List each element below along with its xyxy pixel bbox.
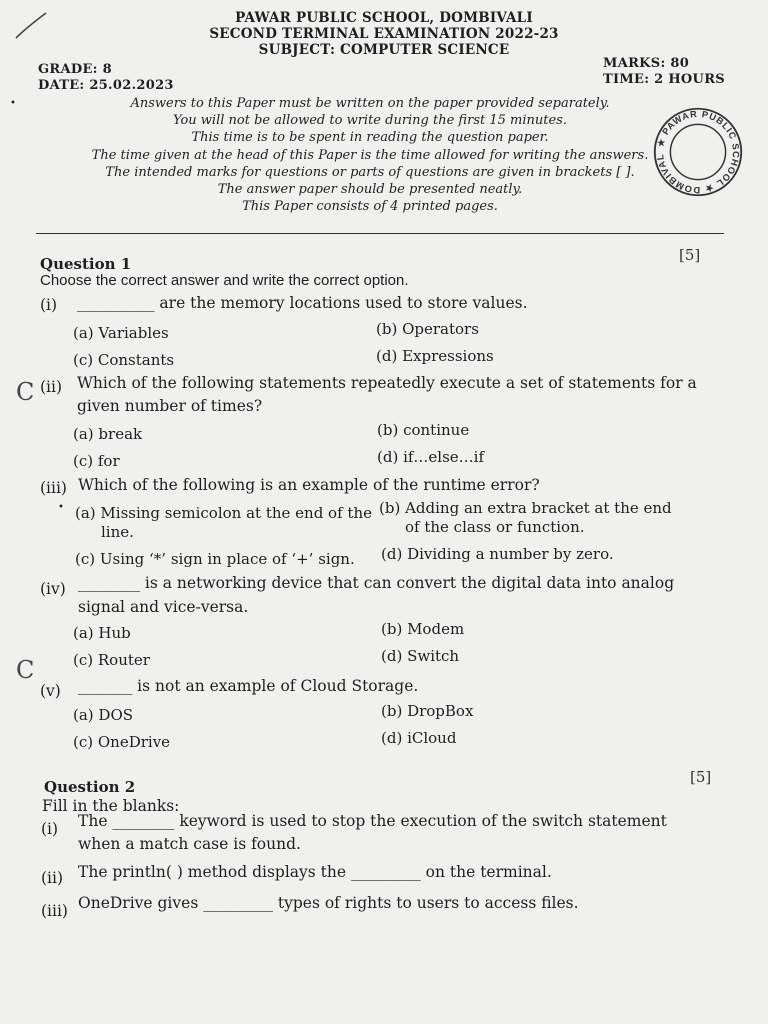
q1-i-option-b: (b) Operators	[376, 320, 479, 338]
q1-ii-number: (ii)	[40, 378, 63, 396]
q1-iv-text-line2: signal and vice-versa.	[78, 598, 249, 616]
school-name: PAWAR PUBLIC SCHOOL, DOMBIVALI	[235, 10, 533, 26]
subject-name: SUBJECT: COMPUTER SCIENCE	[258, 42, 510, 58]
margin-check-mark: C	[16, 656, 35, 684]
q1-iii-option-d: (d) Dividing a number by zero.	[381, 545, 614, 563]
instruction-line: The intended marks for questions or parts of questions are given in brackets [ ].	[105, 164, 635, 180]
q2-i-number: (i)	[41, 820, 59, 838]
q1-i-text: __________ are the memory locations used to store values.	[77, 294, 528, 312]
marks-label: MARKS: 80	[603, 56, 690, 71]
q2-ii-number: (ii)	[41, 869, 64, 887]
instruction-line: This time is to be spent in reading the question paper.	[191, 130, 549, 146]
question-1-marks: [5]	[679, 246, 701, 264]
q2-i-text-line2: when a match case is found.	[78, 835, 301, 853]
q1-v-option-a: (a) DOS	[73, 706, 134, 724]
q1-iii-option-b-line2: of the class or function.	[405, 518, 585, 536]
time-label: TIME: 2 HOURS	[603, 72, 725, 87]
q1-iv-text-line1: ________ is a networking device that can convert the digital data into analog	[78, 574, 675, 592]
school-stamp	[652, 106, 744, 198]
q2-iii-number: (iii)	[41, 902, 68, 920]
q1-iii-option-c: (c) Using ‘*’ sign in place of ‘+’ sign.	[75, 550, 355, 568]
q1-i-option-a: (a) Variables	[73, 324, 169, 342]
q1-iv-option-b: (b) Modem	[381, 620, 465, 638]
question-2-title: Question 2	[44, 778, 136, 796]
q2-ii-text: The println( ) method displays the _________ on the terminal.	[78, 863, 552, 881]
q1-v-option-c: (c) OneDrive	[73, 733, 171, 751]
q1-iv-option-d: (d) Switch	[381, 647, 460, 665]
q1-v-text: _______ is not an example of Cloud Storage.	[78, 677, 419, 695]
q1-iii-option-a-line1: (a) Missing semicolon at the end of the	[75, 504, 372, 522]
q1-i-number: (i)	[40, 296, 58, 314]
instruction-line: You will not be allowed to write during the first 15 minutes.	[173, 113, 567, 129]
q1-i-option-c: (c) Constants	[73, 351, 175, 369]
question-2-marks: [5]	[690, 768, 712, 786]
q1-v-option-b: (b) DropBox	[381, 702, 474, 720]
instructions-block	[60, 95, 680, 215]
question-1-instruction: Choose the correct answer and write the correct option.	[40, 272, 409, 289]
q1-iv-option-a: (a) Hub	[73, 624, 131, 642]
instruction-line: Answers to this Paper must be written on the paper provided separately.	[130, 96, 610, 111]
bullet-dot: •	[58, 502, 64, 513]
header-divider	[36, 233, 724, 234]
question-2-instruction: Fill in the blanks:	[42, 797, 180, 815]
q1-iv-number: (iv)	[40, 580, 66, 598]
q1-iii-option-b-line1: (b) Adding an extra bracket at the end	[379, 499, 672, 517]
q1-v-option-d: (d) iCloud	[381, 729, 457, 747]
question-1-title: Question 1	[40, 255, 132, 273]
instruction-line: This Paper consists of 4 printed pages.	[242, 199, 498, 215]
q1-i-option-d: (d) Expressions	[376, 347, 494, 365]
exam-name: SECOND TERMINAL EXAMINATION 2022-23	[209, 26, 559, 42]
instruction-line: The time given at the head of this Paper is the time allowed for writing the answers.	[91, 147, 649, 163]
grade-label: GRADE: 8	[38, 62, 112, 77]
margin-check-mark: C	[16, 378, 35, 406]
svg-text:★ PAWAR PUBLIC SCHOOL ★ DOMBIV: ★ PAWAR PUBLIC SCHOOL ★ DOMBIVAL	[654, 108, 742, 196]
date-label: DATE: 25.02.2023	[38, 78, 174, 93]
q1-ii-option-b: (b) continue	[377, 421, 470, 439]
q1-ii-option-a: (a) break	[73, 425, 143, 443]
q1-v-number: (v)	[40, 682, 61, 700]
q1-iii-number: (iii)	[40, 479, 67, 497]
q1-ii-option-d: (d) if…else…if	[377, 448, 485, 466]
q1-ii-text-line2: given number of times?	[77, 397, 263, 415]
q2-i-text-line1: The ________ keyword is used to stop the execution of the switch statement	[78, 812, 667, 830]
q1-iv-option-c: (c) Router	[73, 651, 150, 669]
q1-iii-option-a-line2: line.	[101, 523, 134, 541]
q1-ii-text-line1: Which of the following statements repeatedly execute a set of statements for a	[77, 374, 697, 392]
q1-ii-option-c: (c) for	[73, 452, 120, 470]
q1-iii-text: Which of the following is an example of the runtime error?	[78, 476, 540, 494]
margin-dot: •	[10, 98, 16, 109]
instruction-line: The answer paper should be presented neatly.	[217, 182, 523, 198]
q2-iii-text: OneDrive gives _________ types of rights to users to access files.	[78, 894, 579, 912]
